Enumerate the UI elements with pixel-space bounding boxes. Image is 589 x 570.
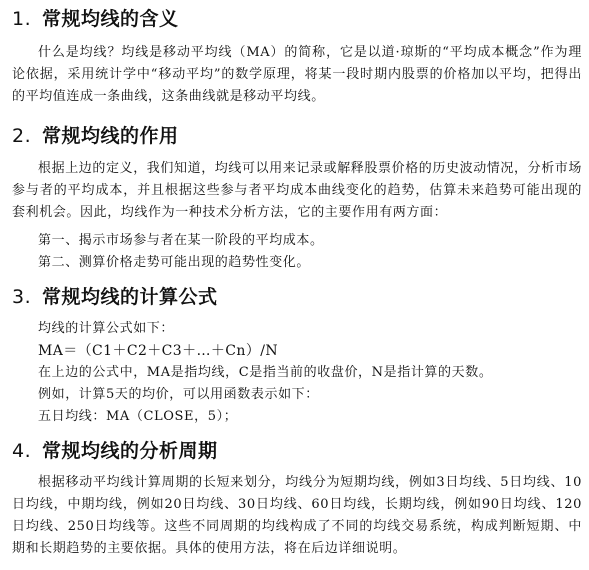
section-4-heading (12, 440, 218, 462)
section-3-example: 例如，计算5天的均价，可以用函数表示如下： (38, 387, 319, 402)
section-4-title: 常规均线的分析周期 (42, 440, 218, 462)
section-3-heading (12, 286, 218, 308)
section-1-title: 常规均线的含义 (42, 8, 179, 30)
section-3-explanation: 在上边的公式中，MA是指均线，C是指当前的收盘价，N是指计算的天数。 (38, 365, 493, 380)
section-3-intro: 均线的计算公式如下： (38, 321, 175, 336)
section-3-formula: MA＝（C1＋C2＋C3＋…＋Cn）/N (38, 343, 278, 359)
section-1-paragraph: 什么是均线？均线是移动平均线（MA）的简称，它是以道·琼斯的“平均成本概念”作为理论依据，采用统计学中“移动平均”的数学原理，将某一段时期内股票的价格加以平均，把得出的平均值连成一条曲线，这条曲线就是移动平均线。 (12, 45, 582, 104)
section-4-number: 4. (12, 440, 32, 462)
section-2-title: 常规均线的作用 (42, 125, 179, 147)
section-3-number: 3. (12, 286, 32, 308)
section-2-heading (12, 125, 179, 147)
section-3-function: 五日均线：MA（CLOSE，5）； (38, 409, 238, 424)
section-3-title: 常规均线的计算公式 (42, 286, 218, 308)
section-1-number: 1. (12, 8, 32, 30)
section-2-paragraph: 根据上边的定义，我们知道，均线可以用来记录或解释股票价格的历史波动情况，分析市场参与者的平均成本，并且根据这些参与者平均成本曲线变化的趋势，估算未来趋势可能出现的套利机会。因此，均线作为一种技术分析方法，它的主要作用有两方面： (12, 161, 583, 220)
section-2-point-2: 第二、测算价格走势可能出现的趋势性变化。 (38, 255, 311, 270)
section-2-point-1: 第一、揭示市场参与者在某一阶段的平均成本。 (38, 233, 324, 248)
section-2-number: 2. (12, 125, 32, 147)
section-1-heading (12, 8, 179, 30)
section-4-paragraph: 根据移动平均线计算周期的长短来划分，均线分为短期均线，例如3日均线、5日均线、10日均线，中期均线，例如20日均线、30日均线、60日均线，长期均线，例如90日均线、120日均线、250日均线等。这些不同周期的均线构成了不同的均线交易系统，构成判断短期、中期和长期趋势的主要依据。具体的使用方法，将在后边详细说明。 (12, 475, 582, 556)
